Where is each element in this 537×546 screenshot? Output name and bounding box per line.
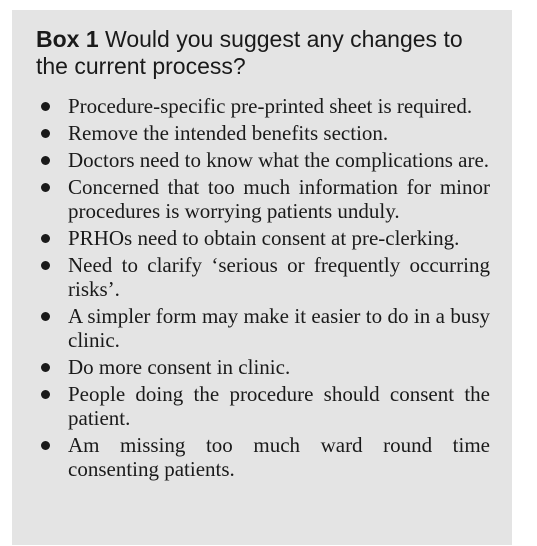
bullet-icon	[41, 261, 50, 270]
list-item-text: Doctors need to know what the complications are.	[68, 148, 490, 172]
list-item-text: People doing the procedure should consent the patient.	[68, 382, 490, 430]
list-item	[36, 148, 490, 172]
box-title	[36, 26, 490, 80]
list-item-text: Procedure-specific pre-printed sheet is required.	[68, 94, 473, 118]
list-item-text: Concerned that too much information for minor procedures is worrying patients unduly.	[68, 175, 490, 223]
suggestion-list	[36, 94, 490, 481]
list-item	[36, 304, 490, 352]
bullet-icon	[41, 312, 50, 321]
list-item	[36, 355, 490, 379]
bullet-icon	[41, 363, 50, 372]
bullet-icon	[41, 183, 50, 192]
box-label: Box 1	[36, 26, 99, 52]
box-question: Would you suggest any changes to the current process?	[36, 26, 463, 79]
text-box	[12, 10, 512, 545]
list-item	[36, 433, 490, 481]
list-item	[36, 226, 490, 250]
bullet-icon	[41, 390, 50, 399]
list-item	[36, 253, 490, 301]
list-item-text: A simpler form may make it easier to do in a busy clinic.	[68, 304, 490, 352]
bullet-icon	[41, 129, 50, 138]
list-item-text: Remove the intended benefits section.	[68, 121, 389, 145]
list-item	[36, 175, 490, 223]
list-item	[36, 121, 490, 145]
bullet-icon	[41, 234, 50, 243]
list-item-text: Need to clarify ‘serious or frequently occurring risks’.	[68, 253, 490, 301]
list-item-text: Am missing too much ward round time consenting patients.	[68, 433, 490, 481]
list-item-text: Do more consent in clinic.	[68, 355, 291, 379]
bullet-icon	[41, 441, 50, 450]
list-item	[36, 382, 490, 430]
bullet-icon	[41, 102, 50, 111]
list-item-text: PRHOs need to obtain consent at pre-clerking.	[68, 226, 460, 250]
bullet-icon	[41, 156, 50, 165]
list-item	[36, 94, 490, 118]
